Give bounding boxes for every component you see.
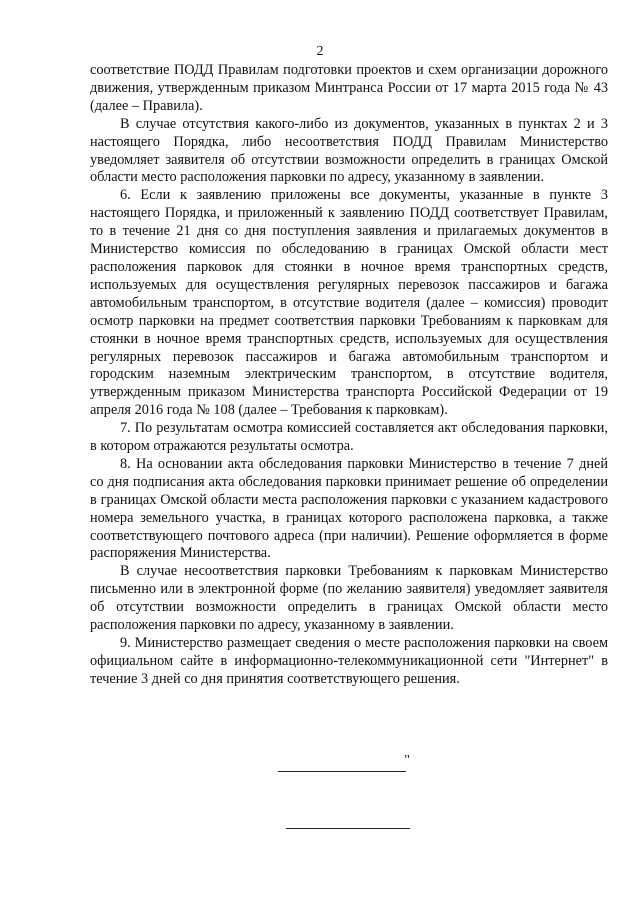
paragraph-missing-documents: В случае отсутствия какого-либо из документов, указанных в пунктах 2 и 3 настоящего Порядка, либо несоответствия ПОДД Правилам Министерство уведомляет заявителя об отсутствии возможности определить в границах Омской области место расположения парковки по адресу, указанному в заявлении. (90, 115, 608, 186)
paragraph-item-6: 6. Если к заявлению приложены все документы, указанные в пункте 3 настоящего Порядка, и приложенный к заявлению ПОДД соответствует Правилам, то в течение 21 дня со дня поступления заявления и прилагаемых документов в Министерство комиссия по обследованию в границах Омской области мест расположения парковок для стоянки в ночное время транспортных средств, используемых для осуществления регулярных перевозок пассажиров и багажа автомобильным транспортом, в отсутствие водителя (далее – комиссия) проводит осмотр парковки на предмет соответствия парковки Требованиям к парковкам для стоянки в ночное время транспортных средств, используемых для осуществления регулярных перевозок пассажиров и багажа автомобильным транспортом и городским наземным электрическим транспортом, в отсутствие водителя, утвержденным приказом Министерства транспорта Российской Федерации от 19 апреля 2016 года № 108 (далее – Требования к парковкам). (90, 187, 608, 419)
paragraph-item-8: 8. На основании акта обследования парковки Министерство в течение 7 дней со дня подписания акта обследования парковки принимает решение об определении в границах Омской области места расположения парковки с указанием кадастрового номера земельного участка, в границах которого расположена парковка, а также соответствующего почтового адреса (при наличии). Решение оформляется в форме распоряжения Министерства. (90, 455, 608, 562)
page-number: 2 (316, 44, 324, 59)
paragraph-continuation: соответствие ПОДД Правилам подготовки проектов и схем организации дорожного движения, утвержденным приказом Минтранса России от 17 марта 2015 года № 43 (далее – Правила). (90, 62, 608, 114)
paragraph-item-7: 7. По результатам осмотра комиссией составляется акт обследования парковки, в котором отражаются результаты осмотра. (90, 420, 608, 455)
signature-line (278, 771, 406, 772)
closing-quote: " (404, 753, 410, 768)
closing-signature-line (278, 753, 410, 774)
paragraph-noncompliance: В случае несоответствия парковки Требованиям к парковкам Министерство письменно или в электронной форме (по желанию заявителя) уведомляет заявителя об отсутствии возможности определить в границах Омской области место расположения парковки по адресу, указанному в заявлении. (90, 563, 608, 634)
second-signature-line (286, 828, 410, 829)
paragraph-item-9: 9. Министерство размещает сведения о месте расположения парковки на своем официальном сайте в информационно-телекоммуникационной сети "Интернет" в течение 3 дней со дня принятия соответствующего решения. (90, 635, 608, 687)
document-body (90, 62, 608, 689)
